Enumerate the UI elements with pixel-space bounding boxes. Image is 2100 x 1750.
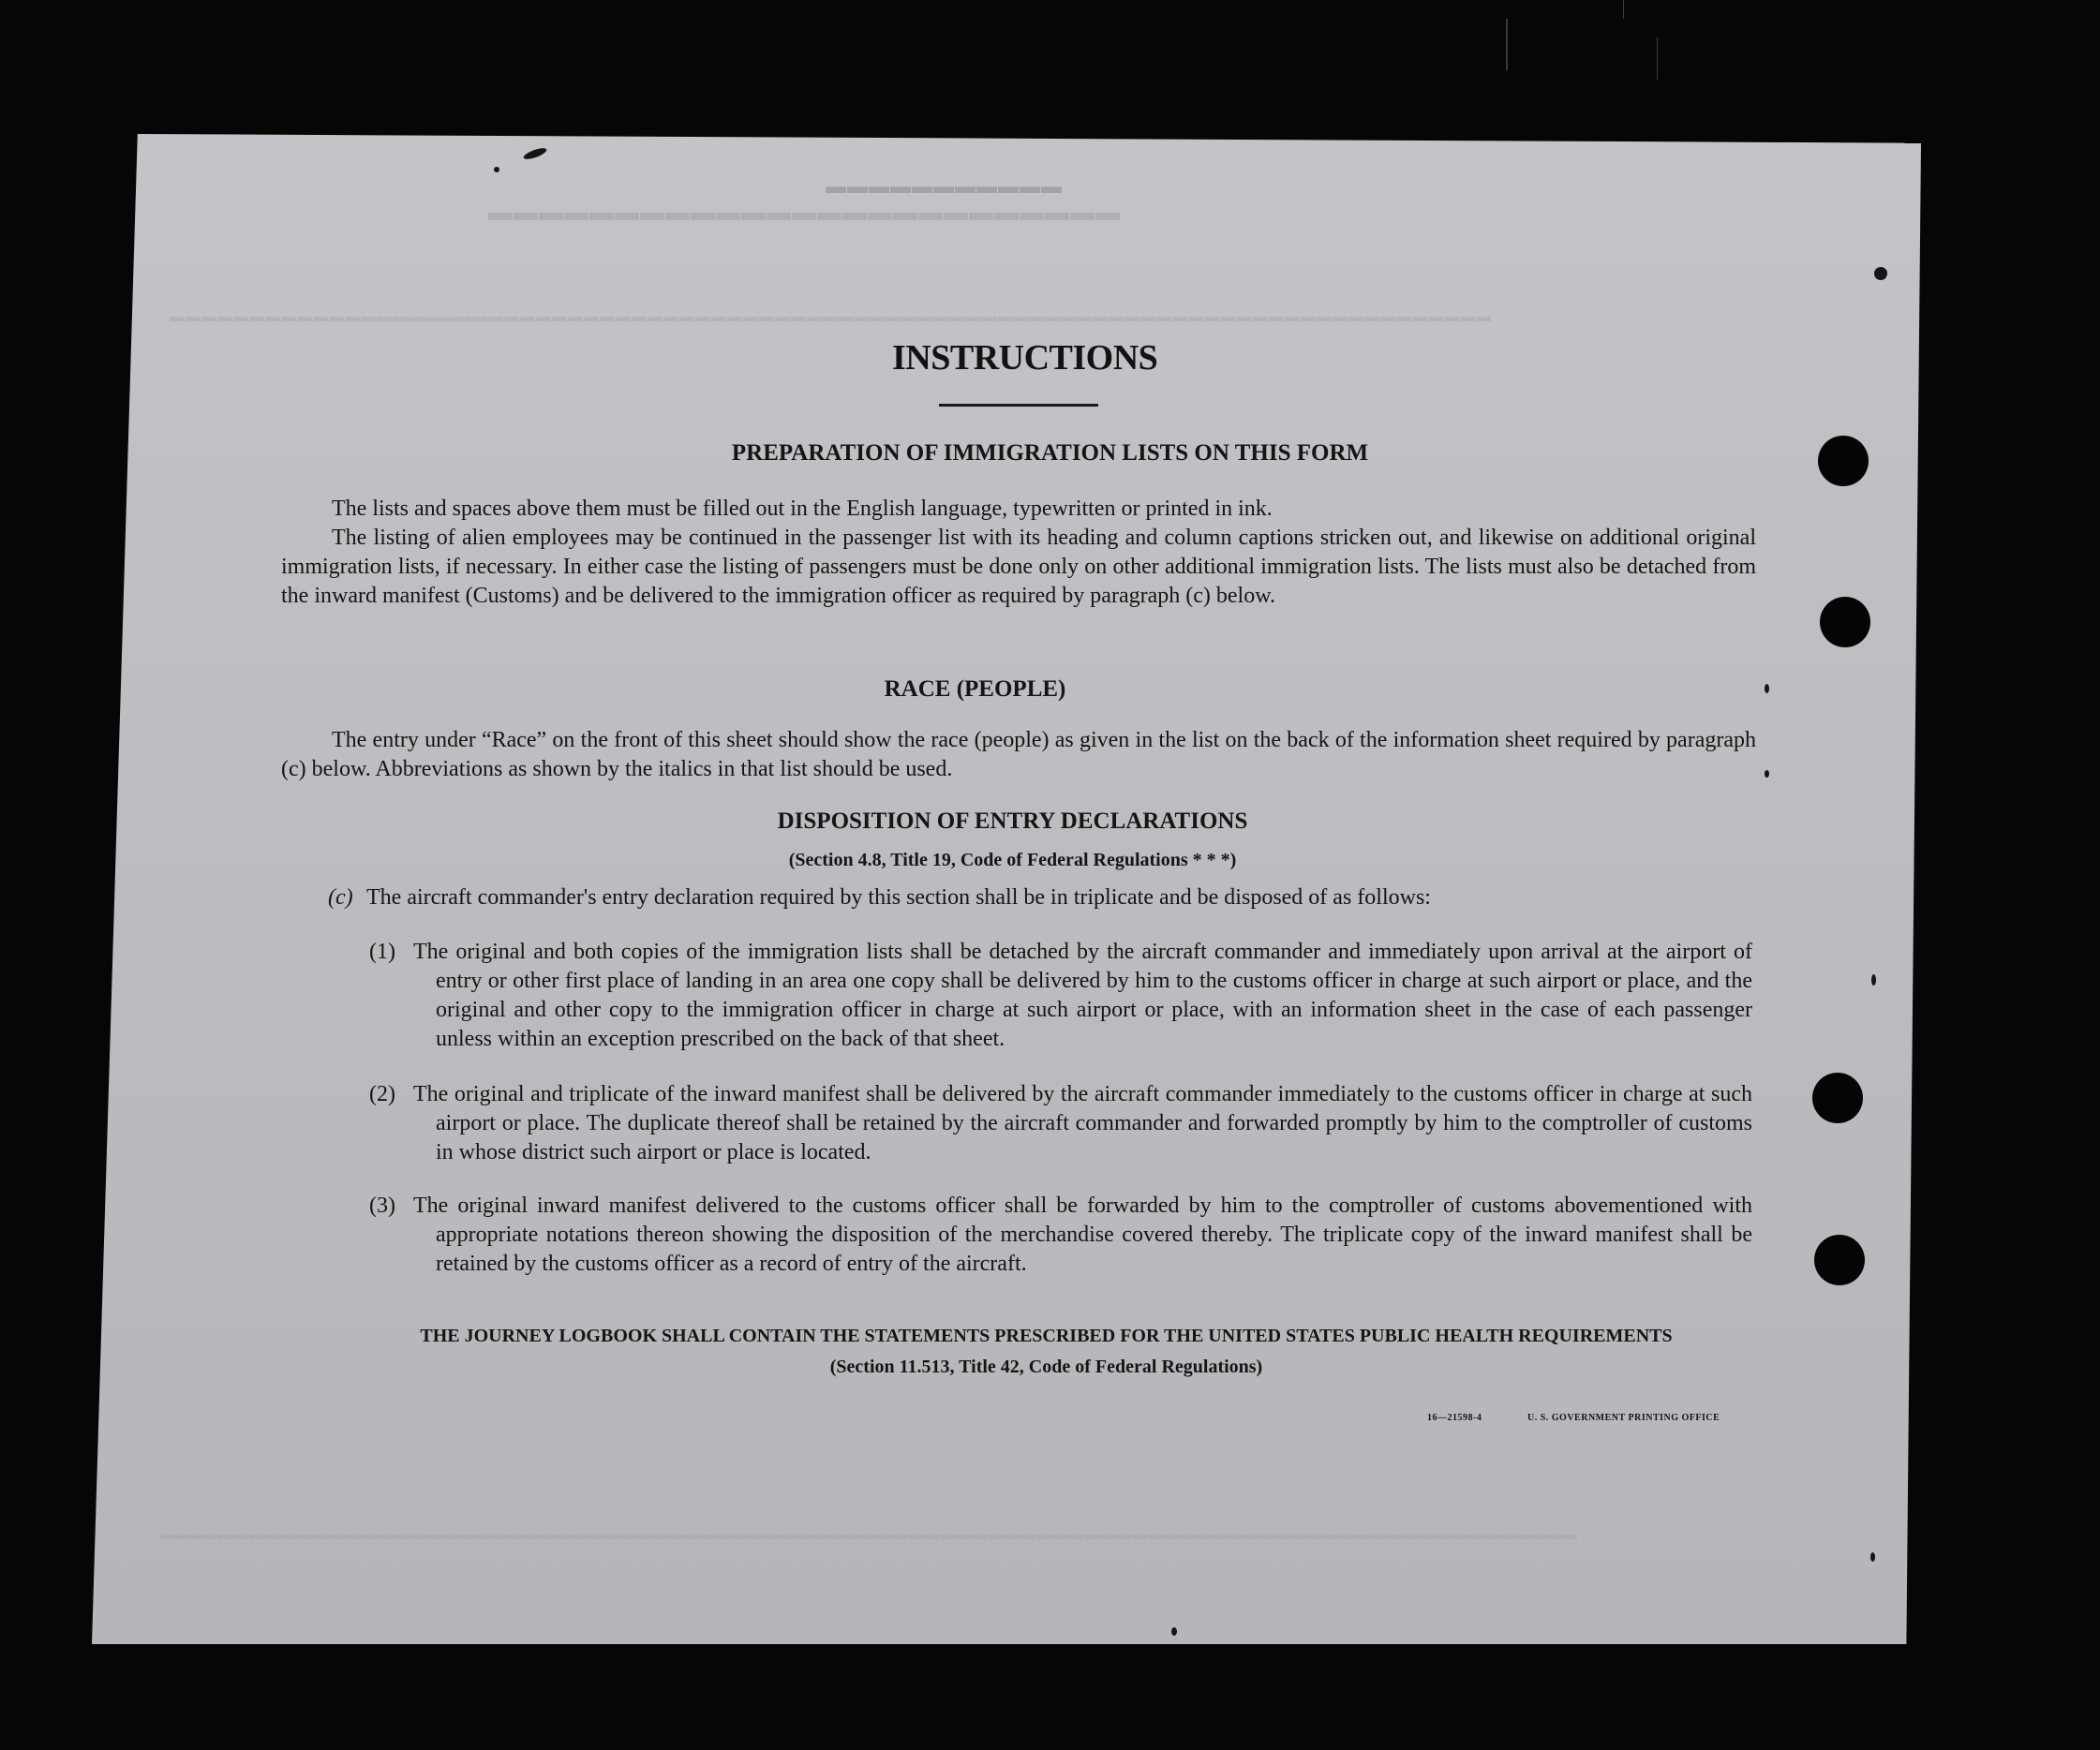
paragraph: The listing of alien employees may be continued in the passenger list with its heading and column captions stricken out, and likewise on additional original immigration lists, if necessary. In either case the listing of passengers must be done only on other additional immigration lists. The lists must also be detached from the inward manifest (Customs) and be delivered to the immigration officer as required by paragraph (c) below. xyxy=(281,526,1756,608)
list-item xyxy=(369,938,1752,1054)
clause-marker xyxy=(328,883,353,912)
page-title: INSTRUCTIONS xyxy=(892,338,1158,378)
preparation-text xyxy=(281,495,1756,611)
item-number: (1) xyxy=(369,940,395,964)
item-text: The original inward manifest delivered to the customs officer shall be forwarded by him to the comptroller of customs abovementioned with appropriate notations thereon showing the disposition of the merchandise covered thereby. The triplicate copy of the inward manifest shall be retained by the customs officer as a record of entry of the aircraft. xyxy=(413,1194,1752,1276)
health-requirements-heading: THE JOURNEY LOGBOOK SHALL CONTAIN THE STATEMENTS PRESCRIBED FOR THE UNITED STATES PUBLIC HEALTH REQUIREMENTS xyxy=(420,1326,1673,1346)
bleed-through-line: ▬▬▬▬▬▬▬▬▬▬▬▬▬▬▬▬▬▬▬▬▬▬▬▬▬ xyxy=(487,199,1120,226)
disposition-intro: The aircraft commander's entry declaration required by this section shall be in triplicate and be disposed of as follows: xyxy=(366,885,1431,910)
list-item xyxy=(369,1192,1752,1279)
item-number: (2) xyxy=(369,1082,395,1106)
printer-imprint: U. S. GOVERNMENT PRINTING OFFICE xyxy=(1527,1413,1720,1423)
race-text xyxy=(281,726,1756,784)
clause-letter: (c) xyxy=(328,885,353,910)
item-text: The original and triplicate of the inward manifest shall be delivered by the aircraft commander immediately to the customs officer in charge at such airport or place. The duplicate thereof shall be retained by the aircraft commander and forwarded promptly by him to the comptroller of customs in whose district such airport or place is located. xyxy=(413,1082,1752,1164)
section-heading-race: RACE (PEOPLE) xyxy=(884,676,1066,702)
list-item xyxy=(369,1080,1752,1167)
section-heading-preparation: PREPARATION OF IMMIGRATION LISTS ON THIS FORM xyxy=(731,440,1369,466)
section-subheading-disposition: (Section 4.8, Title 19, Code of Federal Regulations * * *) xyxy=(788,850,1237,870)
section-heading-disposition: DISPOSITION OF ENTRY DECLARATIONS xyxy=(777,808,1248,834)
bleed-through-line: ▬▬▬▬▬▬▬▬▬▬▬▬▬▬▬▬▬▬▬▬▬▬▬▬▬▬▬▬▬▬▬▬▬▬▬▬▬▬▬▬▬▬▬▬▬▬▬▬▬▬▬▬▬▬▬▬▬▬▬▬▬▬▬▬▬▬▬▬▬▬▬▬▬▬▬▬▬▬▬▬▬▬▬▬▬▬▬▬▬ xyxy=(159,1527,1577,1543)
bleed-through-line: ▬▬▬▬▬▬▬▬▬▬▬▬▬▬▬▬▬▬▬▬▬▬▬▬▬▬▬▬▬▬▬▬▬▬▬▬▬▬▬▬▬▬▬▬▬▬▬▬▬▬▬▬▬▬▬▬▬▬▬▬▬▬▬▬▬▬▬▬▬▬▬▬▬▬▬▬▬▬▬▬▬▬▬ xyxy=(169,309,1491,325)
paragraph: The lists and spaces above them must be filled out in the English language, typewritten or printed in ink. xyxy=(332,497,1273,521)
item-text: The original and both copies of the immigration lists shall be detached by the aircraft commander and immediately upon arrival at the airport of entry or other first place of landing in an area one copy shall be delivered by him to the customs officer in charge at such airport or place, and the original and other copy to the immigration officer in charge at such airport or place, with an information sheet in the case of each passenger unless within an exception prescribed on the back of that sheet. xyxy=(413,940,1752,1051)
item-number: (3) xyxy=(369,1194,395,1218)
paragraph: The entry under “Race” on the front of this sheet should show the race (people) as given in the list on the back of the information sheet required by paragraph (c) below. Abbreviations as shown by the italics in that list should be used. xyxy=(281,728,1756,781)
bleed-through-line: ▬▬▬▬▬▬▬▬▬▬▬ xyxy=(825,174,1062,198)
health-requirements-citation: (Section 11.513, Title 42, Code of Federal Regulations) xyxy=(829,1357,1263,1377)
form-code: 16—21598-4 xyxy=(1427,1413,1482,1423)
title-underline xyxy=(939,404,1098,407)
